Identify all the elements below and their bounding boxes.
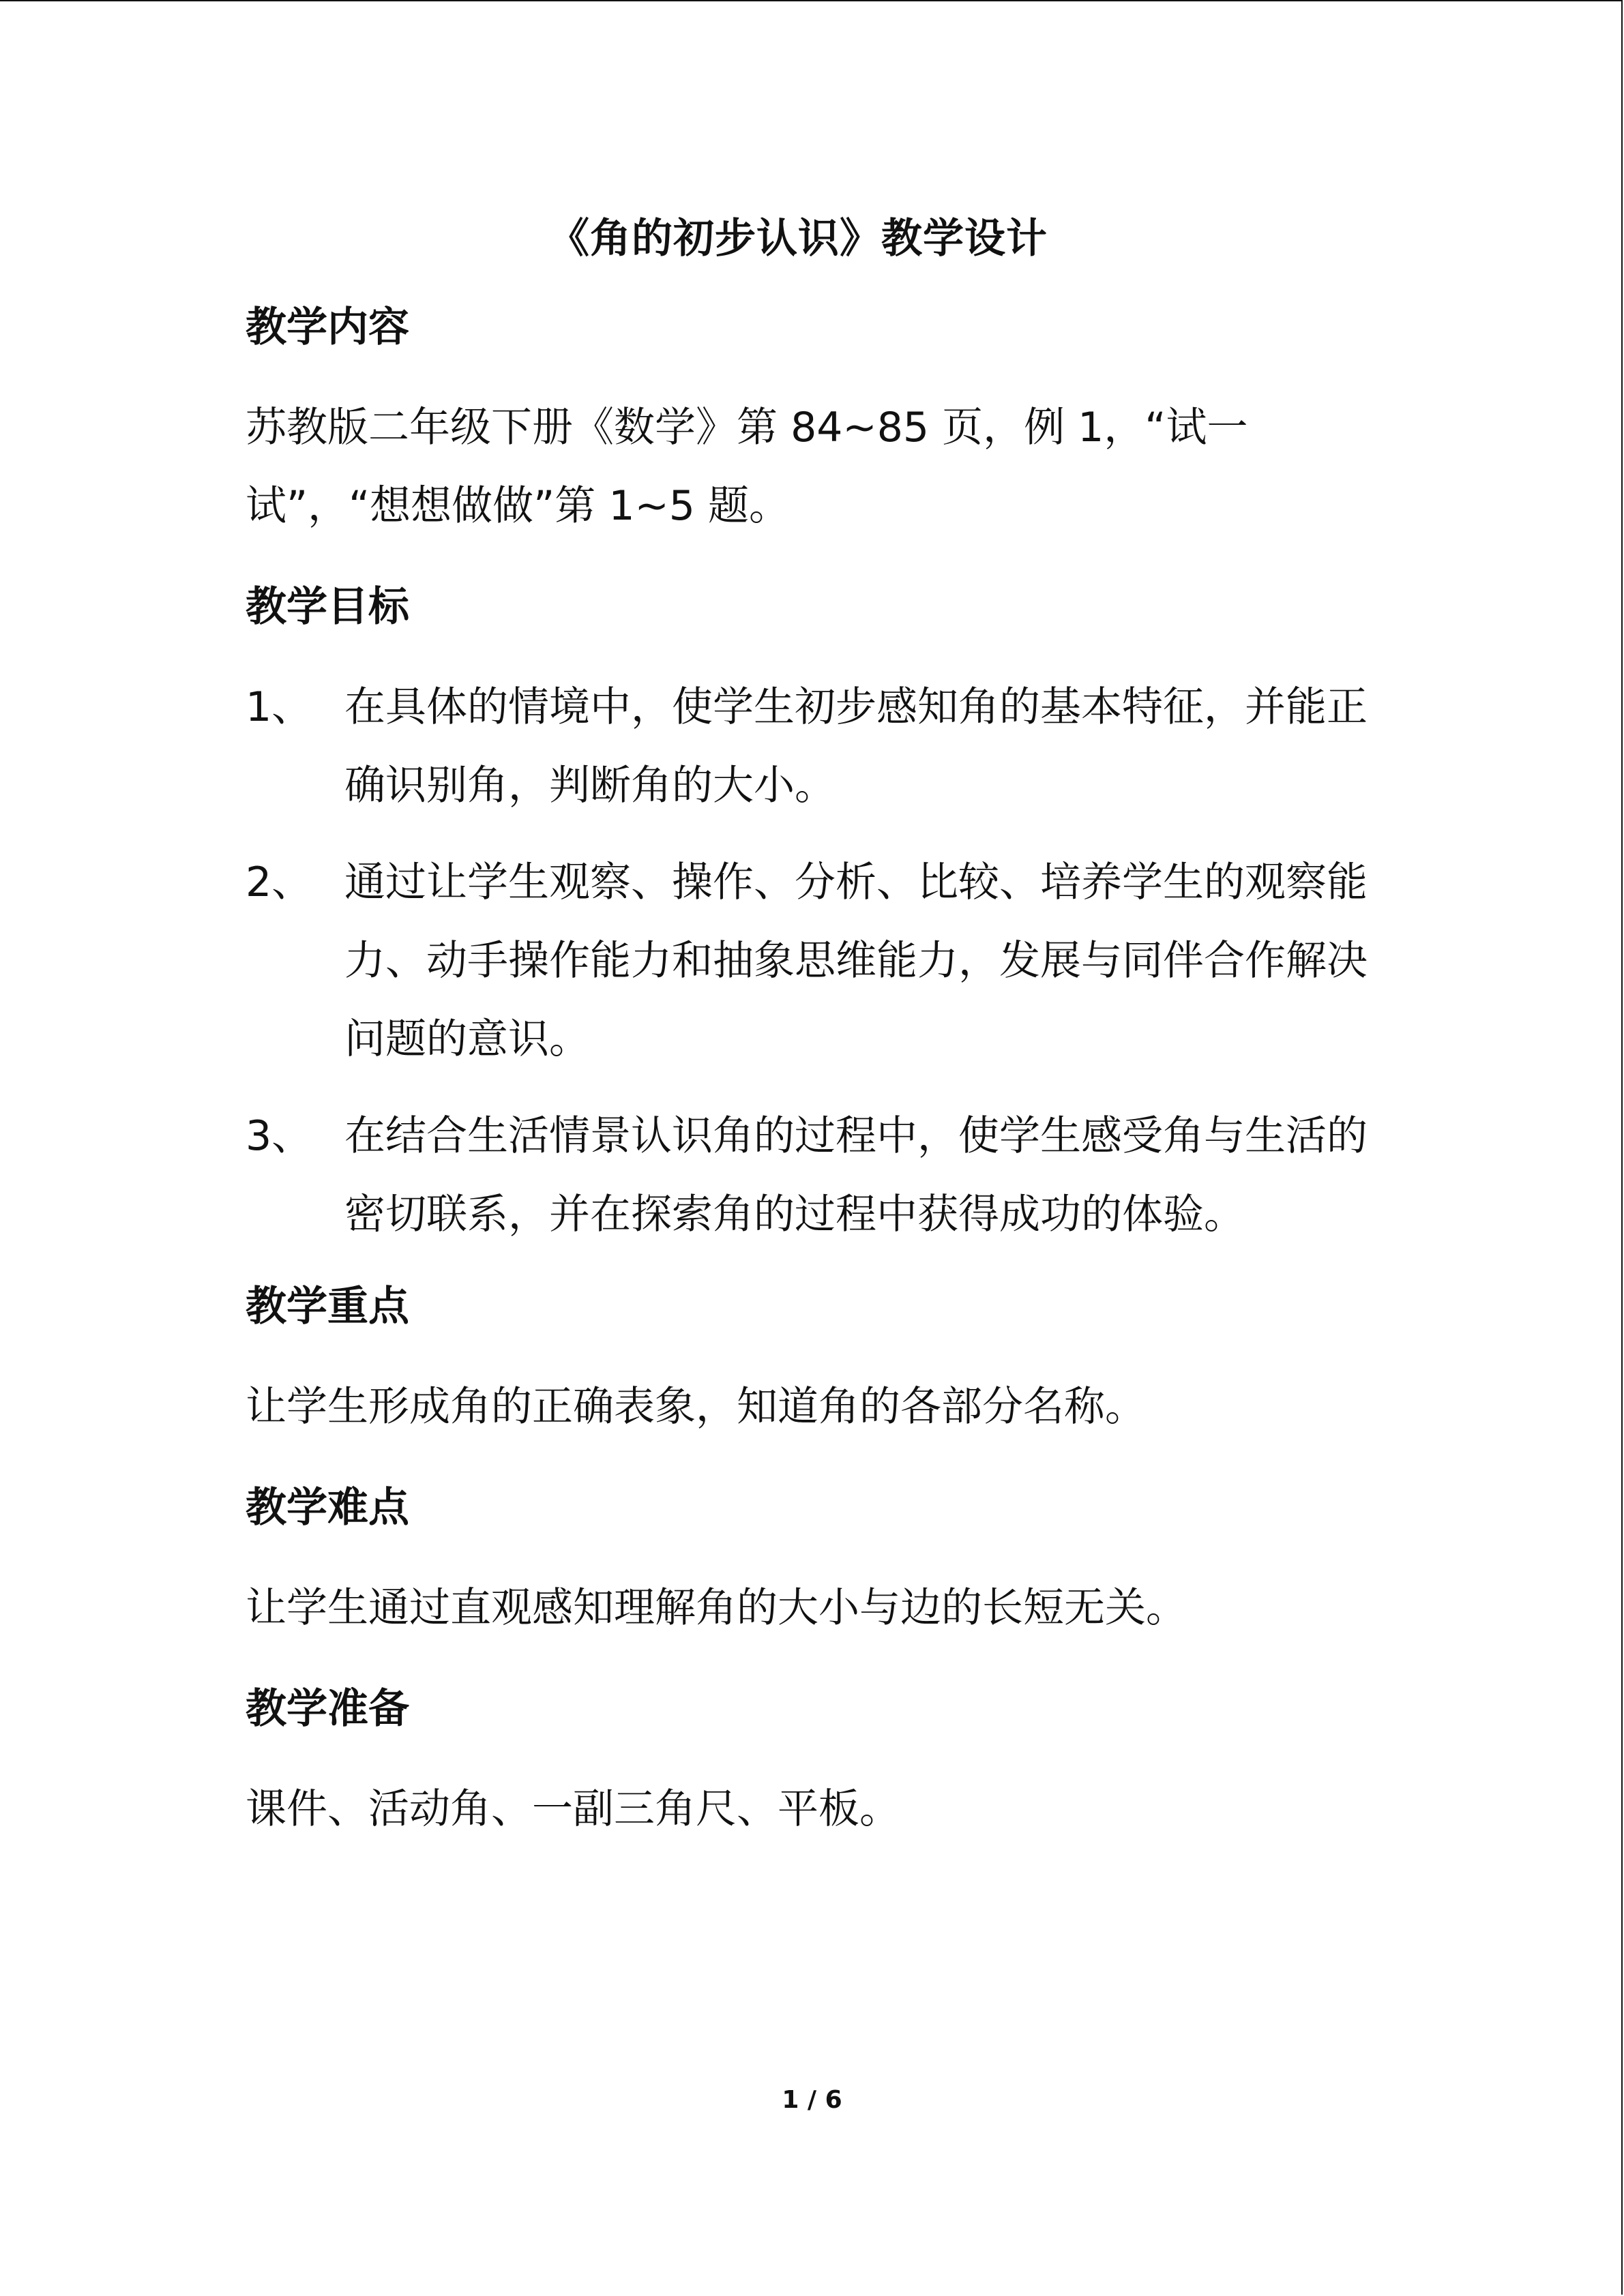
list-item-text: 在具体的情境中，使学生初步感知角的基本特征，并能正确识别角，判断角的大小。 bbox=[344, 683, 1368, 809]
section-heading-difficulties: 教学难点 bbox=[246, 1484, 409, 1532]
section-heading-key-points: 教学重点 bbox=[246, 1283, 409, 1330]
list-item bbox=[246, 844, 1391, 1079]
section-heading-objectives: 教学目标 bbox=[246, 583, 409, 631]
document-title: 《角的初步认识》教学设计 bbox=[548, 215, 1048, 263]
list-item-text: 在结合生活情景认识角的过程中，使学生感受角与生活的密切联系，并在探索角的过程中获得成功的体验。 bbox=[344, 1112, 1368, 1238]
section-text-difficulties: 让学生通过直观感知理解角的大小与边的长短无关。 bbox=[246, 1584, 1187, 1632]
list-item bbox=[246, 668, 1391, 825]
section-text-content: 苏教版二年级下册《数学》第 84~85 页，例 1，“试一试”，“想想做做”第 1~5 题。 bbox=[246, 404, 1248, 530]
list-item-number: 3、 bbox=[246, 1112, 313, 1160]
list-item-number: 2、 bbox=[246, 859, 313, 906]
list-item-number: 1、 bbox=[246, 683, 313, 731]
list-item-text: 通过让学生观察、操作、分析、比较、培养学生的观察能力、动手操作能力和抽象思维能力，发展与同伴合作解决问题的意识。 bbox=[344, 859, 1368, 1063]
objectives-list bbox=[246, 668, 1391, 1254]
section-heading-content: 教学内容 bbox=[246, 303, 409, 351]
page-number: 1 / 6 bbox=[782, 2086, 842, 2114]
section-text-key-points: 让学生形成角的正确表象，知道角的各部分名称。 bbox=[246, 1383, 1146, 1431]
section-text-preparation: 课件、活动角、一副三角尺、平板。 bbox=[246, 1785, 900, 1833]
section-heading-preparation: 教学准备 bbox=[246, 1685, 409, 1733]
document-body bbox=[246, 205, 1391, 1876]
list-item bbox=[246, 1097, 1391, 1254]
